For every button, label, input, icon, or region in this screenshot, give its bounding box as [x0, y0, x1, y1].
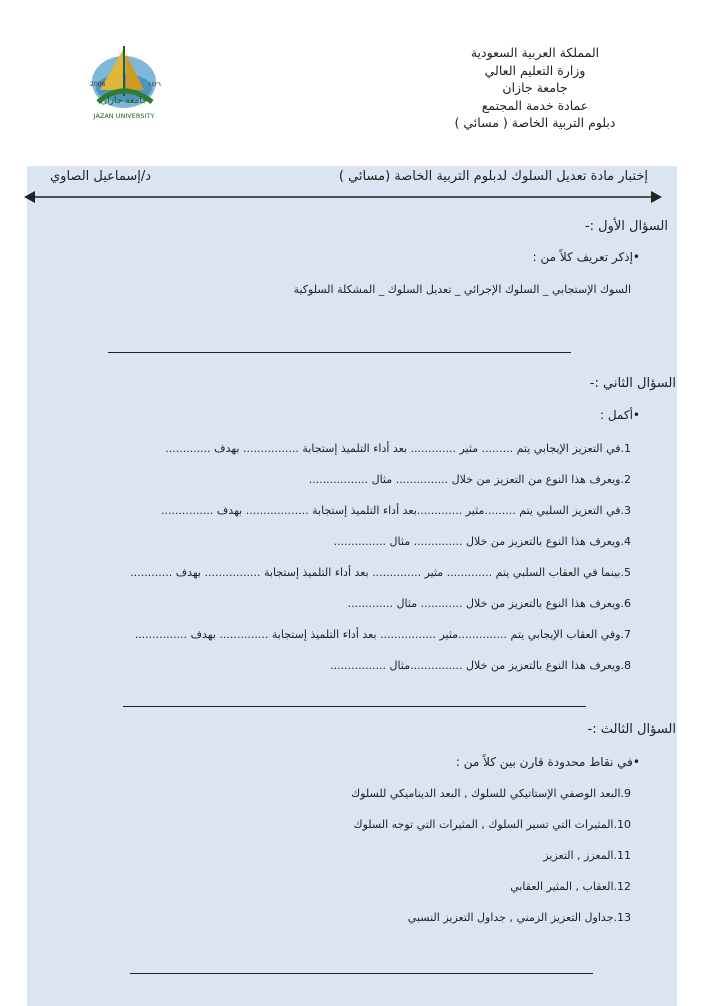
question-1-title: السؤال الأول :- [584, 219, 668, 234]
list-item: 13.جداول التعزيز الزمني , جداول التعزيز النسبي [407, 911, 631, 924]
header-line-kingdom: المملكة العربية السعودية [470, 45, 600, 60]
question-1-terms: السوك الإستجابي _ السلوك الإجرائي _ تعديل السلوك _ المشكلة السلوكية [293, 283, 631, 296]
section-divider [108, 352, 571, 353]
list-item: 2.ويعرف هذا النوع من التعزيز من خلال ............... مثال ................. [308, 473, 631, 486]
question-3-title: السؤال الثالث :- [587, 722, 676, 737]
list-item: 5.بينما في العقاب السلبي يتم ............. مثير .............. بعد أداء التلميذ إستجابة ................ بهدف ............ [130, 566, 631, 579]
list-item: 10.المثيرات التي تسير السلوك , المثيرات التي توجه السلوك [353, 818, 631, 831]
list-item: 4.ويعرف هذا النوع بالتعزيز من خلال .............. مثال ............... [333, 535, 631, 548]
svg-text:جامعة جازان: جامعة جازان [100, 96, 148, 106]
header-block [410, 44, 660, 132]
question-3-instruction: •في نقاط محدودة قارن بين كلاً من : [455, 755, 640, 769]
question-1-instruction: •إذكر تعريف كلاً من : [532, 250, 640, 264]
list-item: 7.وفي العقاب الإيجابي يتم ..............مثير ................ بعد أداء التلميذ إستجابة .............. بهدف ............... [134, 628, 631, 641]
list-item: 3.في التعزيز السلبي يتم .........مثير .............بعد أداء التلميذ إستجابة .................. بهدف ............... [160, 504, 631, 517]
header-line-diploma: دبلوم التربية الخاصة ( مسائي ) [454, 115, 616, 130]
header-line-ministry: وزارة التعليم العالي [484, 62, 586, 78]
section-divider [130, 973, 593, 974]
list-item: 12.العقاب , المثير العقابي [510, 880, 631, 893]
header-line-deanship: عمادة خدمة المجتمع [481, 97, 589, 113]
double-arrow-divider [22, 189, 664, 205]
list-item: 8.ويعرف هذا النوع بالتعزيز من خلال ...............مثال ................ [330, 659, 631, 672]
question-2-instruction: •أكمل : [599, 408, 640, 422]
exam-title: إختبار مادة تعديل السلوك لدبلوم التربية الخاصة (مسائي ) [338, 169, 648, 184]
svg-text:JAZAN UNIVERSITY: JAZAN UNIVERSITY [93, 112, 155, 120]
list-item: 6.ويعرف هذا النوع بالتعزيز من خلال ............ مثال ............. [347, 597, 631, 610]
university-logo [78, 40, 174, 128]
teacher-name: د/إسماعيل الصاوي [50, 169, 152, 184]
section-divider [123, 706, 586, 707]
svg-text:١٤٢٦: ١٤٢٦ [148, 81, 161, 88]
question-2-title: السؤال الثاني :- [589, 376, 676, 391]
svg-text:2006: 2006 [90, 81, 106, 88]
list-item: 9.البعد الوصفي الإستاتيكي للسلوك , البعد الديناميكي للسلوك [351, 787, 631, 800]
list-item: 1.في التعزيز الإيجابي يتم ......... مثير ............. بعد أداء التلميذ إستجابة ................ بهدف ............. [165, 442, 631, 455]
header-line-university: جامعة جازان [502, 80, 568, 95]
list-item: 11.المعزز , التعزيز [543, 849, 631, 862]
